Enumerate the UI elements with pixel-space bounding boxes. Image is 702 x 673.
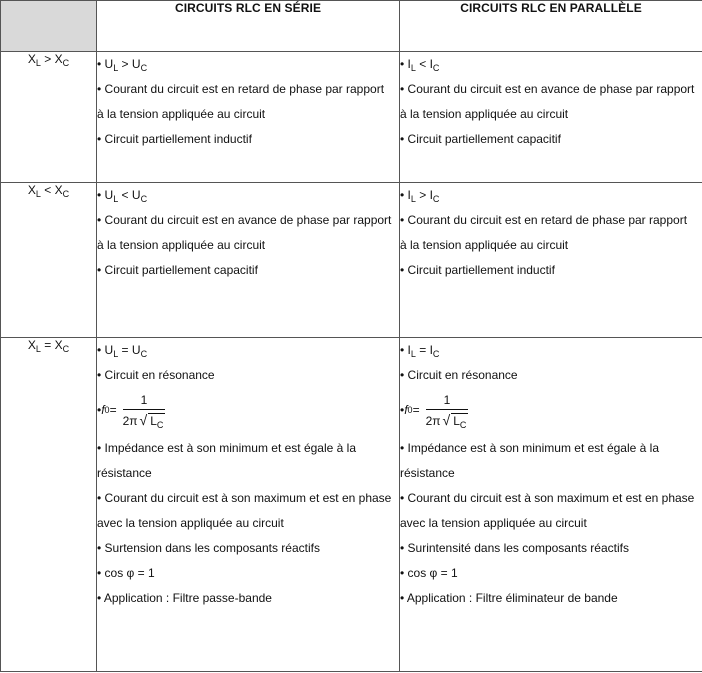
- sqrt-icon: √: [139, 411, 148, 428]
- serie-cell: [97, 52, 400, 183]
- table-row: [1, 338, 702, 672]
- text-line: • Courant du circuit est en retard de phase par rapport: [400, 213, 688, 227]
- header-row: [1, 1, 702, 52]
- fraction: $\frac{1}{2\pi √ L_C}$: [122, 392, 164, 430]
- table-row: [1, 52, 702, 183]
- relation-line: • $U_L = U_C$: [97, 343, 148, 359]
- sqrt-icon: √: [442, 411, 451, 428]
- condition-cell: [1, 183, 97, 338]
- resonance-formula: • f 0 = $\frac{1}{2\pi √ L_C}$: [97, 392, 164, 430]
- text-line: • Surtension dans les composants réactifs: [97, 541, 320, 555]
- text-line: • Circuit partiellement inductif: [400, 263, 555, 277]
- text-line: • Application : Filtre éliminateur de bande: [400, 591, 618, 605]
- serie-cell: [97, 183, 400, 338]
- text-line: • Courant du circuit est à son maximum et est en phase: [400, 491, 695, 505]
- text-line: • Impédance est à son minimum et est égale à la: [97, 441, 357, 455]
- serie-cell: [97, 338, 400, 672]
- condition-text: $X_L > X_C$: [27, 52, 70, 68]
- text-line: • Circuit partiellement inductif: [97, 132, 252, 146]
- relation-line: • $I_L < I_C$: [400, 57, 440, 73]
- text-line: avec la tension appliquée au circuit: [400, 516, 587, 530]
- corner-cell: [1, 1, 97, 52]
- text-line: • cos φ = 1: [400, 566, 458, 580]
- text-line: • Circuit en résonance: [97, 368, 215, 382]
- text-line: • Application : Filtre passe-bande: [97, 591, 272, 605]
- condition-cell: [1, 52, 97, 183]
- text-line: • Courant du circuit est en avance de phase par rapport: [97, 213, 392, 227]
- text-line: résistance: [97, 466, 152, 480]
- text-line: • Circuit en résonance: [400, 368, 518, 382]
- resonance-formula: • f 0 = $\frac{1}{2\pi √ L_C}$: [400, 392, 467, 430]
- text-line: • Circuit partiellement capacitif: [400, 132, 561, 146]
- text-line: à la tension appliquée au circuit: [97, 107, 266, 121]
- condition-text: $X_L < X_C$: [27, 183, 70, 199]
- parallele-cell: [400, 52, 702, 183]
- text-line: • Courant du circuit est en avance de phase par rapport: [400, 82, 695, 96]
- text-line: • Surintensité dans les composants réactifs: [400, 541, 629, 555]
- header-parallele: CIRCUITS RLC EN PARALLÈLE: [400, 1, 702, 52]
- table-row: [1, 183, 702, 338]
- relation-line: • $U_L < U_C$: [97, 188, 148, 204]
- text-line: résistance: [400, 466, 455, 480]
- text-line: à la tension appliquée au circuit: [400, 107, 569, 121]
- fraction: $\frac{1}{2\pi √ L_C}$: [425, 392, 467, 430]
- relation-line: • $I_L > I_C$: [400, 188, 440, 204]
- text-line: • Impédance est à son minimum et est égale à la: [400, 441, 660, 455]
- text-line: à la tension appliquée au circuit: [400, 238, 569, 252]
- text-line: • Courant du circuit est à son maximum et est en phase: [97, 491, 392, 505]
- parallele-cell: [400, 183, 702, 338]
- text-line: avec la tension appliquée au circuit: [97, 516, 284, 530]
- condition-cell: [1, 338, 97, 672]
- header-serie: CIRCUITS RLC EN SÉRIE: [97, 1, 400, 52]
- text-line: • Courant du circuit est en retard de phase par rapport: [97, 82, 385, 96]
- text-line: à la tension appliquée au circuit: [97, 238, 266, 252]
- condition-text: $X_L = X_C$: [27, 338, 70, 354]
- relation-line: • $U_L > U_C$: [97, 57, 148, 73]
- parallele-cell: [400, 338, 702, 672]
- text-line: • cos φ = 1: [97, 566, 155, 580]
- relation-line: • $I_L = I_C$: [400, 343, 440, 359]
- text-line: • Circuit partiellement capacitif: [97, 263, 258, 277]
